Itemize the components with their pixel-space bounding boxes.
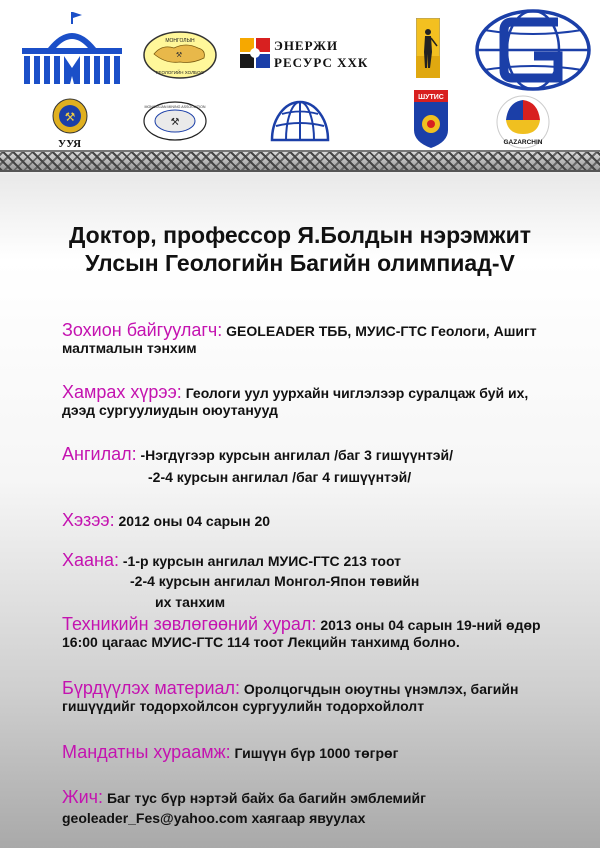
fee-label: Мандатны хураамж: [62, 742, 231, 762]
scope-section [62, 384, 562, 419]
globe-logo [474, 8, 592, 92]
when-label: Хэзээ: [62, 510, 115, 530]
gazarchin-text: GAZARCHIN [503, 139, 543, 146]
energy-logo-line1: ЭНЕРЖИ [274, 38, 339, 53]
mining-association-logo [142, 100, 208, 142]
svg-text:⚒: ⚒ [175, 52, 183, 59]
geological-association-logo [142, 30, 218, 80]
fee-text: Гишүүн бүр 1000 төгрөг [234, 745, 399, 761]
where-label: Хаана: [62, 550, 119, 570]
when-text: 2012 оны 04 сарын 20 [118, 513, 271, 529]
note-section [62, 787, 426, 808]
technical-label: Техникийн зөвлөгөөний хурал: [62, 614, 317, 634]
svg-text:⚒: ⚒ [64, 110, 76, 124]
fee-section [62, 742, 398, 763]
category-label: Ангилал: [62, 444, 137, 464]
technical-text: 2013 оны 04 сарын 19-ний өдөр 16:00 цагаас МУИС-ГТС 114 тоот Лекцийн танхимд болно. [62, 617, 541, 650]
materials-text: Оролцогчдын оюутны үнэмлэх, багийн гишүүдийг тодорхойлсон сургуулийн тодорхойлолт [62, 681, 519, 714]
organizer-label: Зохион байгуулагч: [62, 320, 223, 340]
energy-logo-line2: РЕСУРС ХХК [274, 55, 369, 70]
where-line-2: -2-4 курсын ангилал Монгол-Япон төвийн [130, 573, 420, 589]
miner-figure-logo [416, 18, 440, 78]
materials-section [62, 680, 562, 715]
shutis-shield-logo [414, 90, 448, 148]
uuya-label: УУЯ [58, 138, 82, 150]
organizer-text: GEOLEADER ТББ, МУИС-ГТС Геологи, Ашигт малтмалын тэнхим [62, 323, 537, 356]
title-line-1: Доктор, профессор Я.Болдын нэрэмжит [69, 222, 531, 248]
note-line-2: geoleader_Fes@yahoo.com хаягаар явуулах [62, 810, 366, 826]
category-line-2: -2-4 курсын ангилал /баг 4 гишүүнтэй/ [148, 469, 412, 485]
shutis-text: ШУТИС [418, 94, 444, 101]
gazarchin-logo [494, 94, 552, 150]
decorative-border [0, 150, 600, 172]
note-label: Жич: [62, 787, 104, 807]
ministry-emblem-logo [52, 96, 88, 136]
where-section [62, 550, 401, 571]
note-line-1: Баг тус бүр нэртэй байх ба багийн эмблемийг [106, 790, 426, 806]
mining-association-text: MONGOLIAN MINING ASSOCIATION [144, 105, 206, 109]
materials-label: Бүрдүүлэх материал: [62, 678, 241, 698]
category-line-1: -Нэгдүгээр курсын ангилал /баг 3 гишүүнтэй/ [140, 447, 454, 463]
category-section [62, 444, 453, 465]
dome-globe-logo [268, 98, 332, 144]
svg-text:⚒: ⚒ [170, 117, 180, 128]
title-line-2: Улсын Геологийн Багийн олимпиад-V [85, 250, 515, 276]
energy-resource-logo [240, 38, 270, 70]
scope-text: Геологи уул уурхайн чиглэлээр суралцаж буй их, дээд сургуулиудын оюутанууд [62, 385, 529, 418]
where-line-1: -1-р курсын ангилал МУИС-ГТС 213 тоот [122, 553, 402, 569]
university-logo [18, 8, 126, 88]
where-line-3: их танхим [155, 594, 226, 610]
when-section [62, 510, 270, 531]
svg-text:МОНГОЛЫН: МОНГОЛЫН [165, 38, 195, 44]
technical-section [62, 616, 562, 651]
organizer-section [62, 322, 562, 357]
svg-text:ГЕОЛОГИЙН ХОЛБОО: ГЕОЛОГИЙН ХОЛБОО [156, 70, 204, 75]
scope-label: Хамрах хүрээ: [62, 382, 182, 402]
